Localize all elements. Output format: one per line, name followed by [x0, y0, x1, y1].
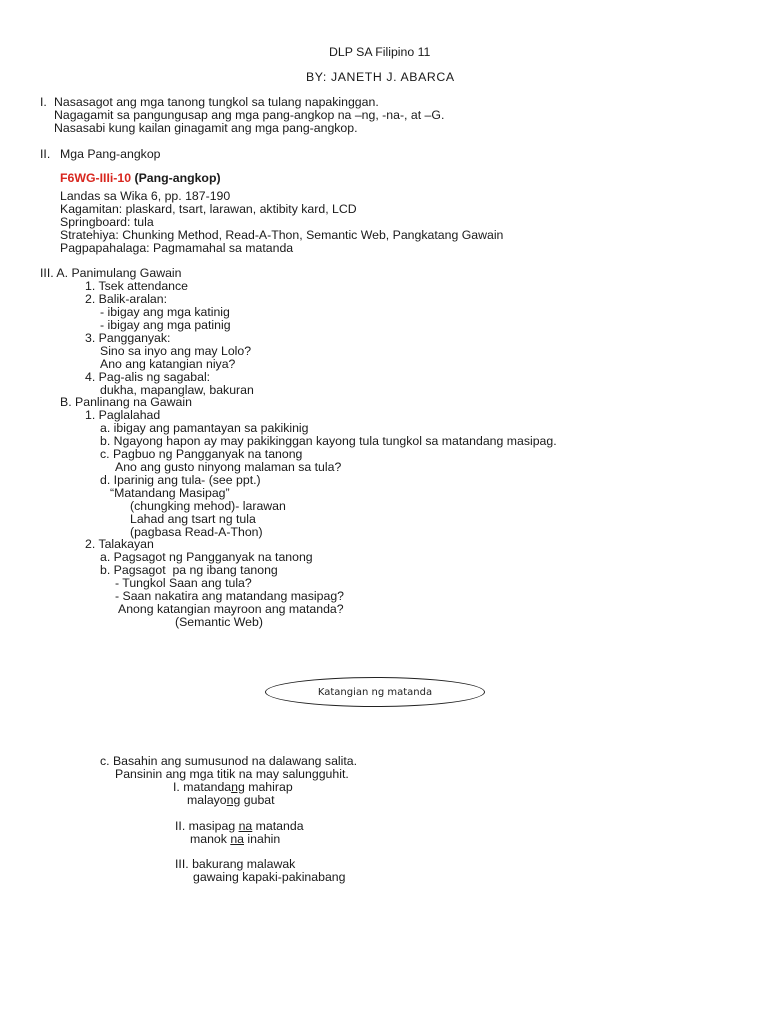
section-1-numeral: I. — [40, 95, 47, 109]
word: mahirap — [244, 780, 293, 794]
word: inahin — [244, 832, 281, 846]
section-3b-heading: B. Panlinang na Gawain — [60, 395, 192, 409]
list-item: b. Ngayong hapon ay may pakikinggan kayong tula tungkol sa matandang masipag. — [100, 434, 557, 448]
materials-line: Kagamitan: plaskard, tsart, larawan, aktibity kard, LCD — [60, 202, 357, 216]
list-item: a. Pagsagot ng Pangganyak na tanong — [100, 550, 313, 564]
word: bakuran — [192, 857, 237, 871]
list-item: 1. Paglalahad — [85, 408, 161, 422]
word: manok — [190, 832, 231, 846]
word: malayo — [187, 793, 227, 807]
objective-1: Nasasagot ang mga tanong tungkol sa tulang napakinggan. — [54, 95, 379, 109]
section-2-numeral: II. — [40, 147, 51, 161]
section-2-heading: Mga Pang-angkop — [60, 147, 161, 161]
list-item: Ano ang gusto ninyong malaman sa tula? — [115, 460, 342, 474]
list-item: a. ibigay ang pamantayan sa pakikinig — [100, 421, 309, 435]
word-pair-3-second — [193, 871, 345, 884]
list-item: Sino sa inyo ang may Lolo? — [100, 344, 252, 358]
word-pair-2-second — [190, 833, 280, 846]
list-item: - ibigay ang mga patinig — [100, 318, 231, 332]
competency-code-line — [60, 172, 221, 185]
underlined-linker: g — [231, 870, 239, 884]
list-item: 3. Pangganyak: — [85, 331, 171, 345]
section-c-line-2: Pansinin ang mga titik na may salungguhit. — [115, 767, 349, 781]
list-item: (pagbasa Read-A-Thon) — [130, 525, 263, 539]
word-pair-1-second — [187, 794, 275, 807]
word: malawak — [243, 857, 296, 871]
underlined-linker: g — [236, 857, 244, 871]
underlined-linker: ng — [231, 780, 245, 794]
semantic-web-label: Katangian ng matanda — [317, 686, 433, 698]
underlined-linker: na — [230, 832, 245, 846]
list-item: b. Pagsagot pa ng ibang tanong — [100, 563, 278, 577]
underlined-linker: ng — [226, 793, 241, 807]
list-item: “Matandang Masipag” — [110, 486, 230, 500]
list-item: Ano ang katangian niya? — [100, 357, 236, 371]
word: matanda — [183, 780, 232, 794]
objective-2: Nagagamit sa pangungusap ang mga pang-angkop na –ng, -na-, at –G. — [54, 108, 445, 122]
word: masipag — [188, 819, 239, 833]
word: matanda — [252, 819, 304, 833]
list-item: (chungking mehod)- larawan — [130, 499, 286, 513]
word: gawain — [193, 870, 232, 884]
underlined-linker: na — [238, 819, 253, 833]
group-numeral: II. — [175, 819, 186, 833]
reference-line: Landas sa Wika 6, pp. 187-190 — [60, 189, 231, 203]
section-c-line-1: c. Basahin ang sumusunod na dalawang salita. — [100, 754, 358, 768]
strategy-line: Stratehiya: Chunking Method, Read-A-Thon, Semantic Web, Pangkatang Gawain — [60, 228, 504, 242]
group-numeral: III. — [175, 857, 189, 871]
list-item: - Tungkol Saan ang tula? — [115, 576, 252, 590]
list-item: dukha, mapanglaw, bakuran — [100, 383, 254, 397]
list-item: c. Pagbuo ng Pangganyak na tanong — [100, 447, 303, 461]
list-item: - ibigay ang mga katinig — [100, 305, 230, 319]
semantic-web-oval — [265, 677, 485, 707]
list-item: - Saan nakatira ang matandang masipag? — [115, 589, 345, 603]
list-item: 1. Tsek attendance — [85, 279, 189, 293]
word: gubat — [240, 793, 275, 807]
word: kapaki-pakinabang — [238, 870, 346, 884]
document-title: DLP SA Filipino 11 — [329, 45, 431, 59]
list-item: 2. Talakayan — [85, 537, 154, 551]
objective-3: Nasasabi kung kailan ginagamit ang mga pang-angkop. — [54, 121, 358, 135]
list-item: d. Iparinig ang tula- (see ppt.) — [100, 473, 261, 487]
document-author: BY: JANETH J. ABARCA — [306, 70, 455, 84]
list-item: Anong katangian mayroon ang matanda? — [118, 602, 344, 616]
section-3a-heading: III. A. Panimulang Gawain — [40, 266, 182, 280]
list-item: 2. Balik-aralan: — [85, 292, 168, 306]
group-numeral: I. — [173, 780, 180, 794]
competency-label: (Pang-angkop) — [131, 171, 221, 185]
competency-code: F6WG-IIIi-10 — [60, 171, 132, 185]
springboard-line: Springboard: tula — [60, 215, 154, 229]
list-item: (Semantic Web) — [175, 615, 263, 629]
list-item: Lahad ang tsart ng tula — [130, 512, 256, 526]
values-line: Pagpapahalaga: Pagmamahal sa matanda — [60, 241, 294, 255]
list-item: 4. Pag-alis ng sagabal: — [85, 370, 211, 384]
